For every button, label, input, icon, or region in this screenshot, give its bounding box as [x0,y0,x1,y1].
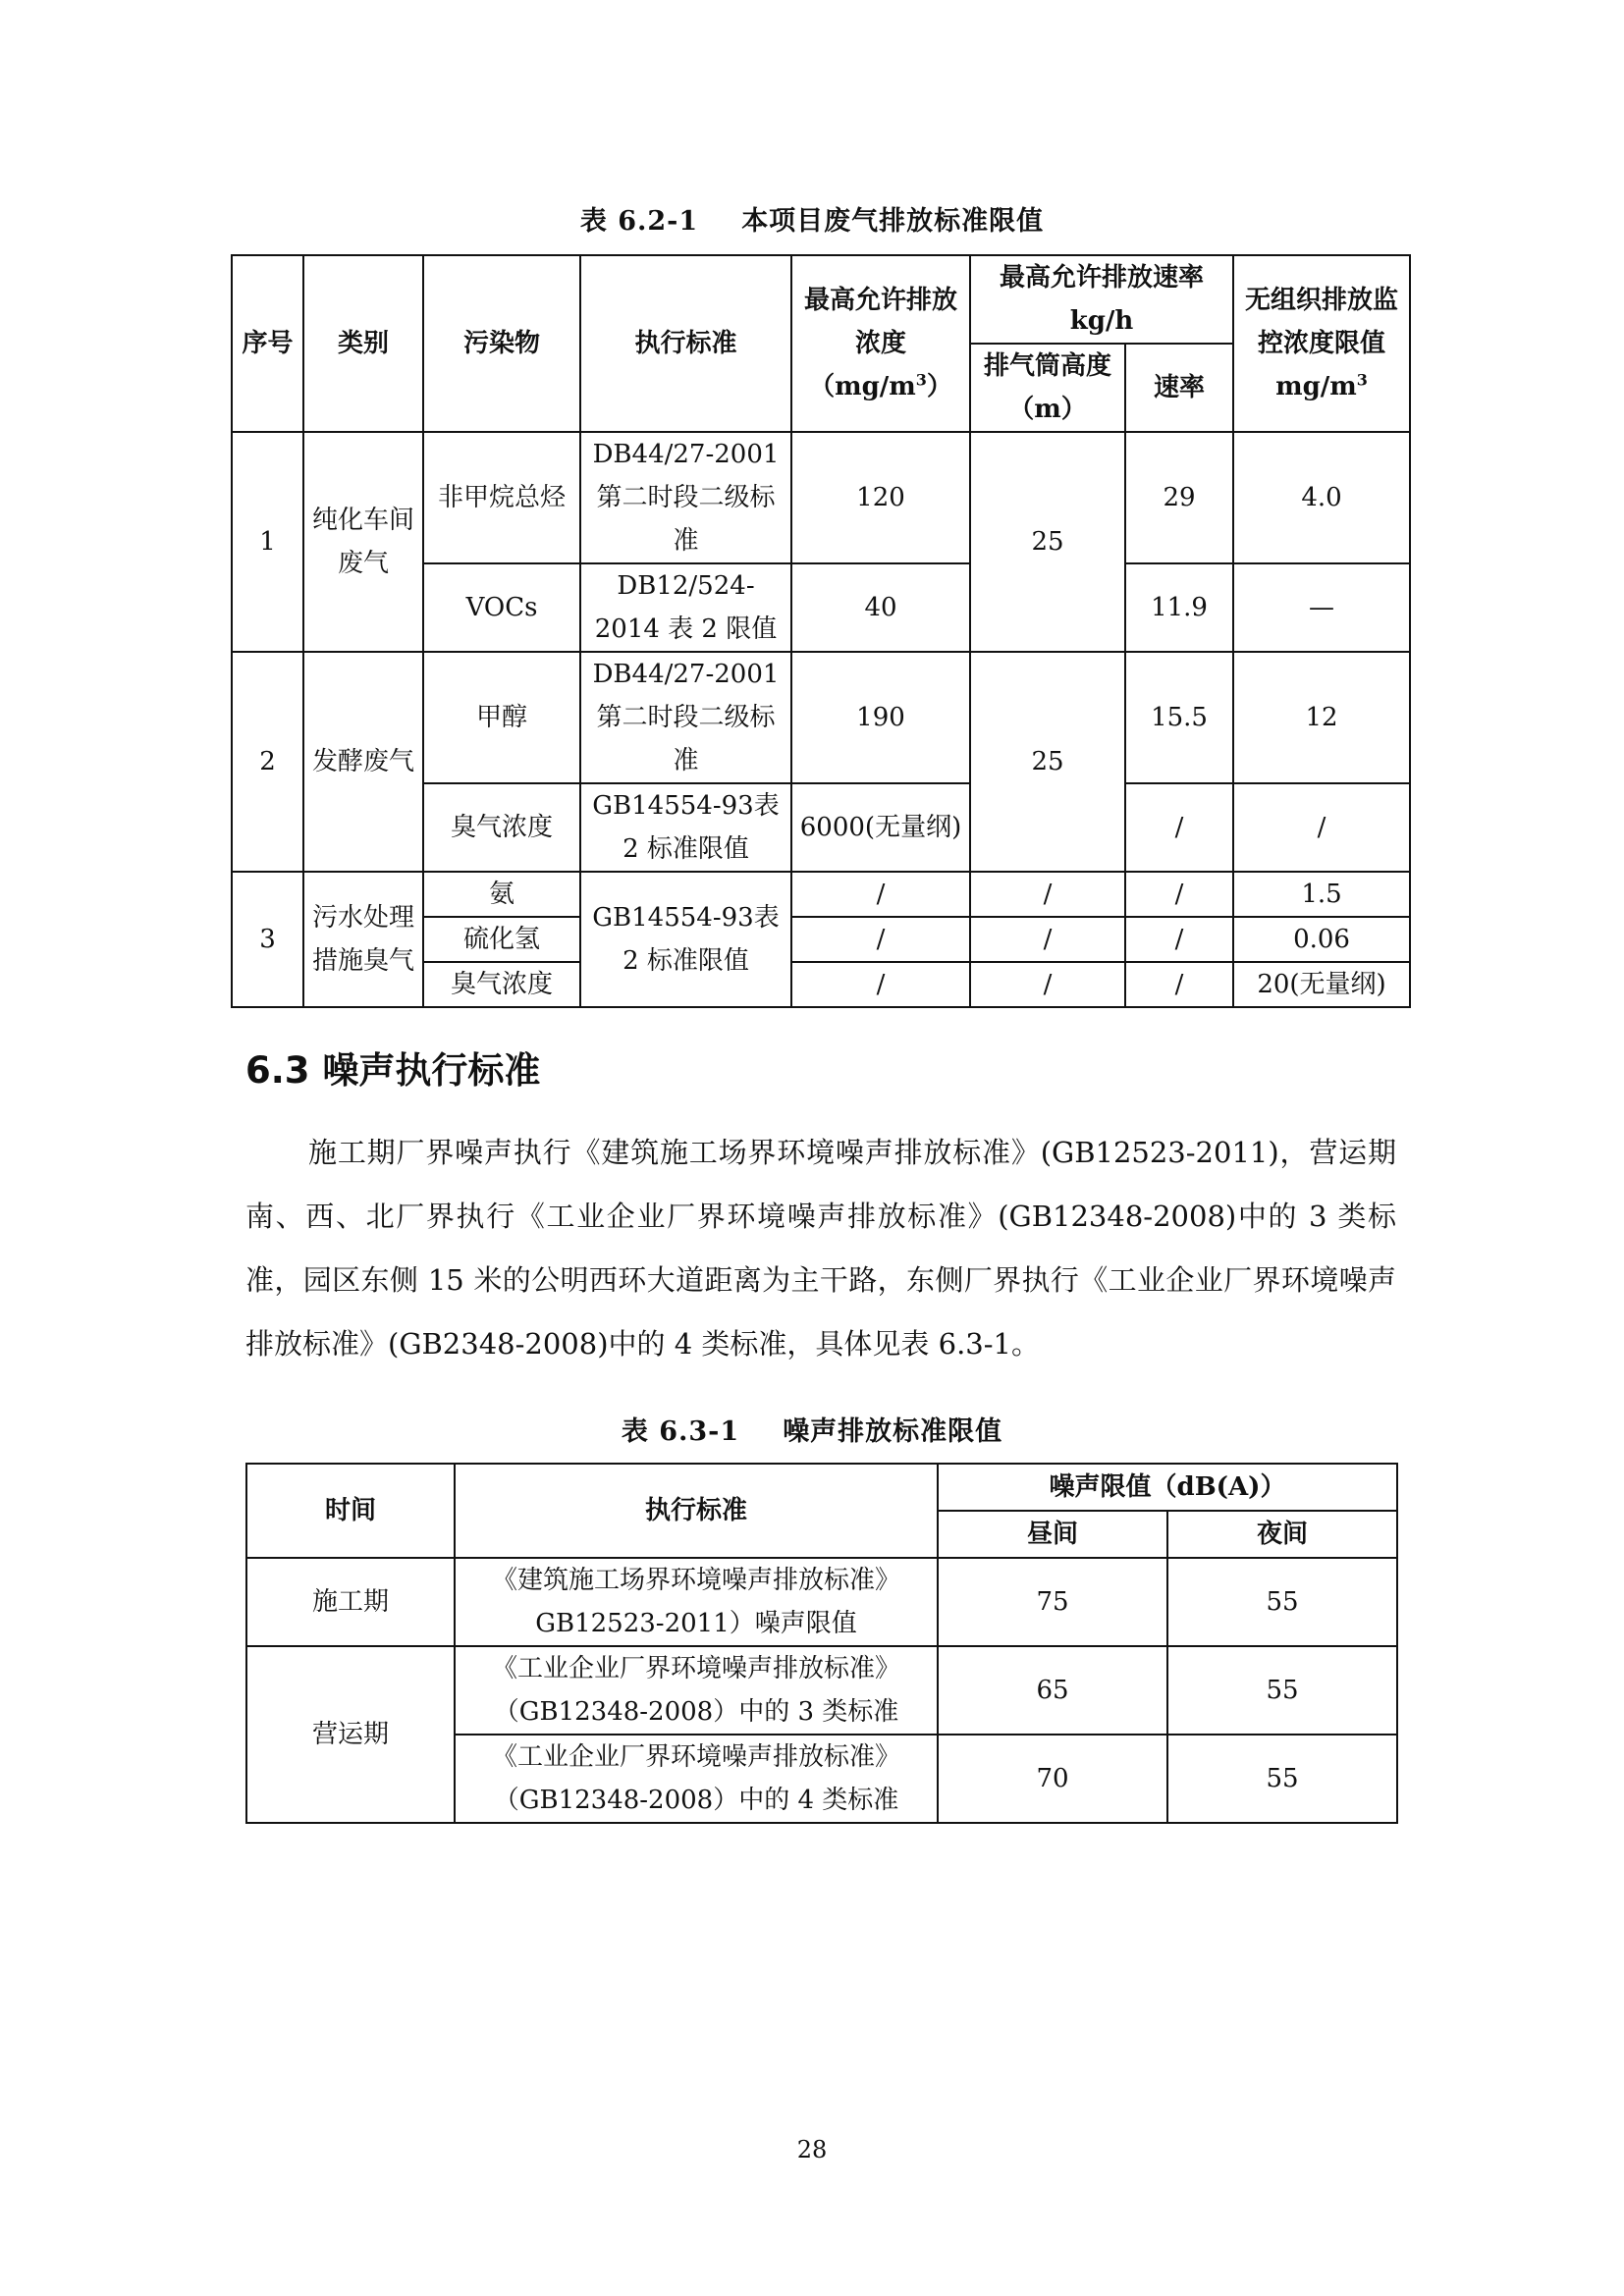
cell-standard: 《建筑施工场界环境噪声排放标准》GB12523-2011）噪声限值 [455,1558,938,1646]
cell-concentration: 6000(无量纲) [791,783,970,872]
cell-standard: DB12/524-2014 表 2 限值 [580,563,791,652]
cell-pollutant: VOCs [423,563,580,652]
cell-concentration: 40 [791,563,970,652]
header-standard: 执行标准 [580,255,791,432]
header-standard: 执行标准 [455,1464,938,1558]
cell-day: 75 [938,1558,1167,1646]
header-fugitive-limit [1233,255,1410,432]
cell-category: 发酵废气 [303,652,423,872]
cell-rate: / [1125,962,1233,1007]
header-max-concentration-text: 最高允许排放浓度（mg/m [803,286,957,401]
cell-concentration: / [791,962,970,1007]
table-row [232,652,1410,783]
cell-category: 纯化车间废气 [303,432,423,652]
cell-fugitive: 4.0 [1233,432,1410,563]
table-row [246,1558,1397,1646]
cell-pollutant: 非甲烷总烃 [423,432,580,563]
header-night: 夜间 [1167,1511,1397,1558]
cell-pollutant: 氨 [423,872,580,917]
table2-caption [0,1410,1624,1448]
cell-fugitive: 0.06 [1233,917,1410,962]
cell-standard: 《工业企业厂界环境噪声排放标准》（GB12348-2008）中的 3 类标准 [455,1646,938,1735]
cell-pollutant: 臭气浓度 [423,783,580,872]
cell-day: 65 [938,1646,1167,1735]
cell-fugitive: 20(无量纲) [1233,962,1410,1007]
cell-standard: 《工业企业厂界环境噪声排放标准》（GB12348-2008）中的 4 类标准 [455,1735,938,1823]
header-rate: 速率 [1125,344,1233,432]
cell-concentration: 190 [791,652,970,783]
table-row [232,432,1410,563]
header-max-concentration-close: ） [926,372,952,401]
cell-fugitive: 12 [1233,652,1410,783]
table-row [232,872,1410,917]
cell-seq: 3 [232,872,303,1007]
cell-seq: 1 [232,432,303,652]
cell-concentration: / [791,917,970,962]
header-fugitive-limit-text: 无组织排放监控浓度限值mg/m [1245,286,1399,401]
cell-standard: GB14554-93表 2 标准限值 [580,872,791,1007]
cell-stack-height: 25 [970,652,1125,872]
cell-night: 55 [1167,1735,1397,1823]
cell-stack-height: / [970,872,1125,917]
cell-day: 70 [938,1735,1167,1823]
cell-stack-height: 25 [970,432,1125,652]
cell-night: 55 [1167,1558,1397,1646]
table-row [246,1646,1397,1735]
cell-rate: 15.5 [1125,652,1233,783]
cell-rate: / [1125,783,1233,872]
cell-pollutant: 臭气浓度 [423,962,580,1007]
cell-seq: 2 [232,652,303,872]
table2-caption-title: 噪声排放标准限值 [783,1416,1003,1447]
cell-time: 营运期 [246,1646,455,1823]
section-paragraph: 施工期厂界噪声执行《建筑施工场界环境噪声排放标准》(GB12523-2011)，营运期南、西、北厂界执行《工业企业厂界环境噪声排放标准》(GB12348-2008)中的 3 类标准，园区东侧 15 米的公明西环大道距离为主干路，东侧厂界执行《工业企业厂界环境噪声排放标准》(GB2348-2008)中的 4 类标准，具体见表 6.3-1。 [245,1136,1396,1361]
cell-concentration: / [791,872,970,917]
table1-caption-title: 本项目废气排放标准限值 [741,206,1045,237]
section-heading: 6.3 噪声执行标准 [245,1049,541,1092]
cell-rate: 29 [1125,432,1233,563]
header-fugitive-limit-sup: 3 [1356,370,1368,390]
cell-pollutant: 甲醇 [423,652,580,783]
noise-standard-table [245,1463,1398,1824]
section-paragraph-block [245,1121,1396,1376]
header-max-concentration [791,255,970,432]
cell-night: 55 [1167,1646,1397,1735]
cell-concentration: 120 [791,432,970,563]
page-number: 28 [796,2136,828,2163]
cell-fugitive: 1.5 [1233,872,1410,917]
table2-caption-number: 表 6.3-1 [621,1416,740,1447]
cell-category: 污水处理措施臭气 [303,872,423,1007]
header-pollutant: 污染物 [423,255,580,432]
cell-rate: 11.9 [1125,563,1233,652]
table1-caption-number: 表 6.2-1 [579,206,699,237]
header-time: 时间 [246,1464,455,1558]
header-category: 类别 [303,255,423,432]
cell-rate: / [1125,872,1233,917]
header-max-rate: 最高允许排放速率kg/h [970,255,1233,344]
cell-standard: GB14554-93表 2 标准限值 [580,783,791,872]
cell-standard: DB44/27-2001第二时段二级标准 [580,652,791,783]
cell-rate: / [1125,917,1233,962]
header-max-concentration-sup: 3 [915,370,927,390]
header-seq: 序号 [232,255,303,432]
cell-stack-height: / [970,962,1125,1007]
emission-standard-table [231,254,1411,1008]
table1-caption [0,199,1624,238]
cell-fugitive: / [1233,783,1410,872]
cell-time: 施工期 [246,1558,455,1646]
cell-standard: DB44/27-2001第二时段二级标准 [580,432,791,563]
header-day: 昼间 [938,1511,1167,1558]
cell-stack-height: / [970,917,1125,962]
header-noise-limit: 噪声限值（dB(A)） [938,1464,1397,1511]
cell-pollutant: 硫化氢 [423,917,580,962]
cell-fugitive: — [1233,563,1410,652]
header-stack-height: 排气筒高度（m） [970,344,1125,432]
